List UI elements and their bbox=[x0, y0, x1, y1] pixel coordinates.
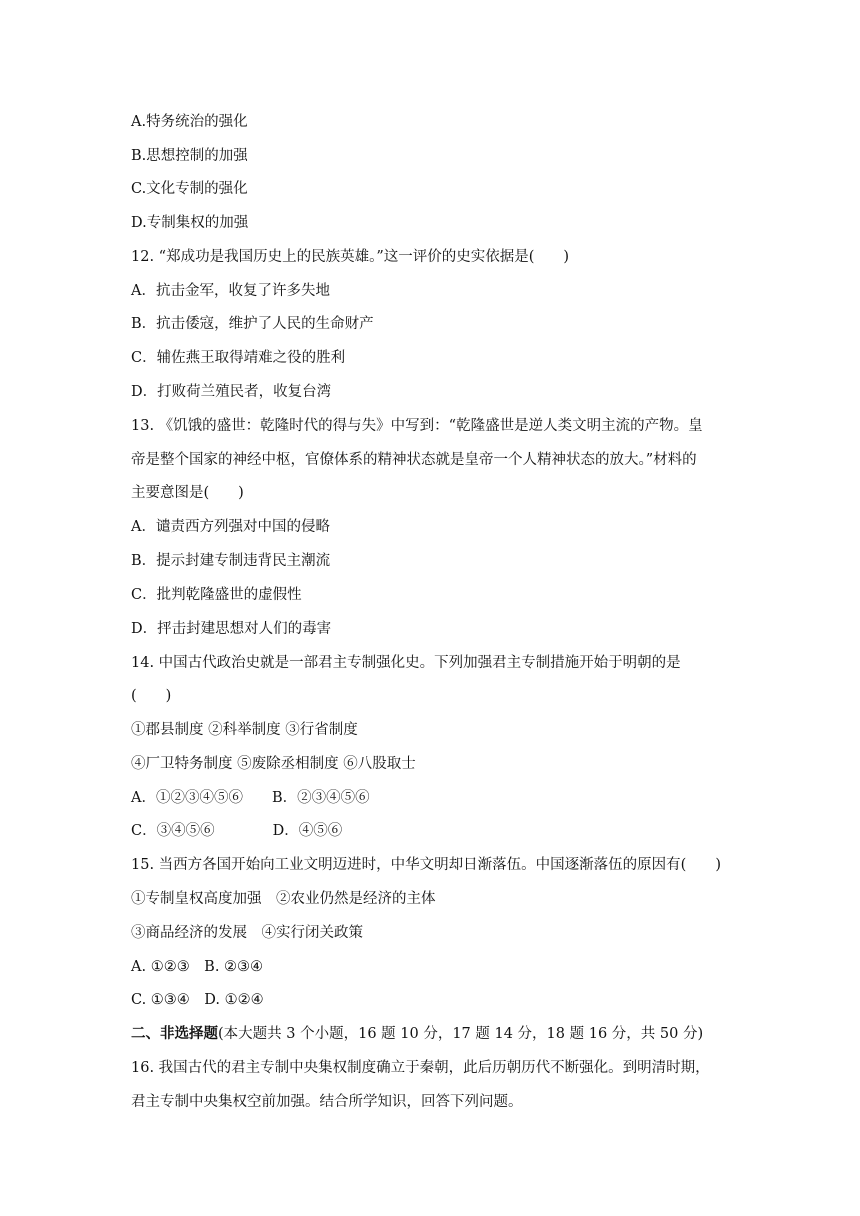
q16-stem-line-1: 16. 我国古代的君主专制中央集权制度确立于秦朝，此后历朝历代不断强化。到明清时期， bbox=[131, 1060, 710, 1076]
q12-option-d: D．打败荷兰殖民者，收复台湾 bbox=[131, 384, 332, 400]
q13-stem-line-1: 13. 《饥饿的盛世：乾隆时代的得与失》中写到：“乾隆盛世是逆人类文明主流的产物。皇 bbox=[131, 418, 703, 434]
q11-option-c: C.文化专制的强化 bbox=[131, 181, 248, 197]
q13-stem-line-2: 帝是整个国家的神经中枢，官僚体系的精神状态就是皇帝一个人精神状态的放大。”材料的 bbox=[131, 452, 697, 468]
q13-option-c: C．批判乾隆盛世的虚假性 bbox=[131, 587, 302, 603]
q11-option-d: D.专制集权的加强 bbox=[131, 215, 249, 231]
q14-options-line-2: C．③④⑤⑥ D．④⑤⑥ bbox=[131, 823, 343, 839]
q13-option-b: B．提示封建专制违背民主潮流 bbox=[131, 553, 331, 569]
q14-stem-line-1: 14. 中国古代政治史就是一部君主专制强化史。下列加强君主专制措施开始于明朝的是 bbox=[131, 655, 681, 671]
q15-items-line-2: ③商品经济的发展 ④实行闭关政策 bbox=[131, 925, 363, 941]
q12-option-b: B．抗击倭寇，维护了人民的生命财产 bbox=[131, 316, 374, 332]
q14-items-line-2: ④厂卫特务制度 ⑤废除丞相制度 ⑥八股取士 bbox=[131, 756, 416, 772]
q14-stem-line-2: ( ) bbox=[131, 688, 172, 704]
q15-options-line-2: C. ①③④ D. ①②④ bbox=[131, 992, 264, 1008]
q12-stem: 12. “郑成功是我国历史上的民族英雄。”这一评价的史实依据是( ) bbox=[131, 249, 570, 265]
q11-option-a: A.特务统治的强化 bbox=[131, 114, 248, 130]
q14-items-line-1: ①郡县制度 ②科举制度 ③行省制度 bbox=[131, 722, 358, 738]
q13-option-a: A．谴责西方列强对中国的侵略 bbox=[131, 519, 330, 535]
section-2-note: (本大题共 3 个小题，16 题 10 分，17 题 14 分，18 题 16 分，共 50 分) bbox=[218, 1026, 704, 1042]
q13-stem-line-3: 主要意图是( ) bbox=[131, 485, 244, 501]
q12-option-a: A．抗击金军，收复了许多失地 bbox=[131, 283, 330, 299]
q15-items-line-1: ①专制皇权高度加强 ②农业仍然是经济的主体 bbox=[131, 891, 436, 907]
q15-stem: 15. 当西方各国开始向工业文明迈进时，中华文明却日渐落伍。中国逐渐落伍的原因有( ) bbox=[131, 857, 721, 873]
q16-stem-line-2: 君主专制中央集权空前加强。结合所学知识，回答下列问题。 bbox=[131, 1094, 523, 1110]
section-2-title: 二、非选择题 bbox=[131, 1025, 218, 1042]
q14-options-line-1: A．①②③④⑤⑥ B．②③④⑤⑥ bbox=[131, 790, 370, 806]
section-2-heading bbox=[131, 1024, 741, 1044]
q13-option-d: D．抨击封建思想对人们的毒害 bbox=[131, 621, 332, 637]
q11-option-b: B.思想控制的加强 bbox=[131, 148, 248, 164]
q15-options-line-1: A. ①②③ B. ②③④ bbox=[131, 959, 264, 975]
q12-option-c: C．辅佐燕王取得靖难之役的胜利 bbox=[131, 350, 346, 366]
